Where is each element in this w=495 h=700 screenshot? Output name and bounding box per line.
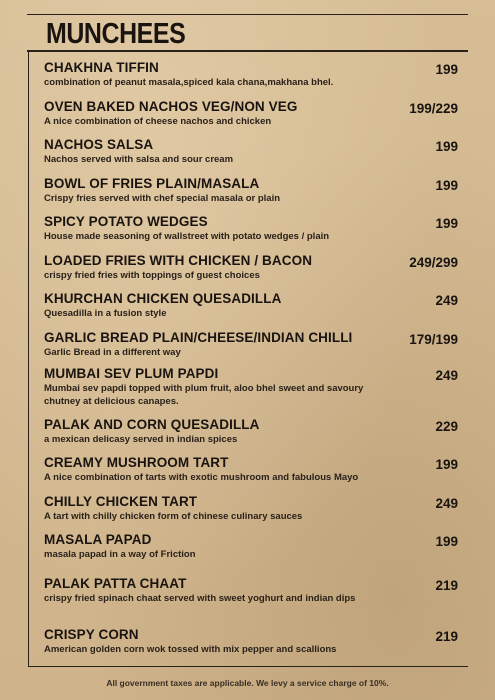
- item-price: 219: [435, 578, 458, 593]
- item-description: crispy fried fries with toppings of guest choices: [44, 269, 260, 281]
- item-description: Mumbai sev papdi topped with plum fruit, aloo bhel sweet and savoury chutney at delicious canapes.: [44, 382, 364, 407]
- item-description: a mexican delicasy served in indian spices: [44, 433, 238, 445]
- item-name: PALAK PATTA CHAAT: [44, 576, 187, 591]
- item-name: GARLIC BREAD PLAIN/CHEESE/INDIAN CHILLI: [44, 329, 353, 345]
- menu-item: [44, 60, 460, 99]
- item-name: CREAMY MUSHROOM TART: [44, 455, 229, 470]
- menu-item: [44, 494, 460, 533]
- item-description: Nachos served with salsa and sour cream: [44, 154, 234, 165]
- item-description: House made seasoning of wallstreet with potato wedges / plain: [44, 231, 330, 242]
- item-name: CHAKHNA TIFFIN: [44, 60, 159, 75]
- menu-item: [44, 417, 460, 456]
- tax-footer-note: All government taxes are applicable. We levy a service charge of 10%.: [106, 678, 389, 688]
- item-price: 249: [435, 495, 458, 511]
- item-description: Quesadilla in a fusion style: [44, 308, 167, 319]
- item-price: 199: [435, 139, 458, 154]
- item-name: SPICY POTATO WEDGES: [44, 214, 208, 229]
- item-description: crispy fried spinach chaat served with sweet yoghurt and indian dips: [44, 593, 356, 604]
- item-name: MASALA PAPAD: [44, 532, 152, 547]
- item-description: masala papad in a way of Friction: [44, 549, 196, 560]
- item-name: NACHOS SALSA: [44, 137, 154, 152]
- item-name: LOADED FRIES WITH CHICKEN / BACON: [44, 252, 313, 268]
- menu-item: [44, 291, 460, 330]
- item-price: 219: [435, 629, 458, 644]
- item-price: 249: [435, 293, 458, 308]
- menu-item: [44, 330, 460, 366]
- item-description: A tart with chilly chicken form of chinese culinary sauces: [44, 510, 303, 522]
- item-price: 179/199: [409, 331, 458, 347]
- menu-item: [44, 627, 460, 661]
- item-price: 249: [435, 367, 458, 383]
- item-price: 199: [435, 534, 458, 549]
- menu-item: [44, 214, 460, 253]
- menu-item: [44, 99, 460, 138]
- item-price: 199: [435, 177, 458, 193]
- item-name: CRISPY CORN: [44, 627, 139, 642]
- item-name: KHURCHAN CHICKEN QUESADILLA: [44, 291, 282, 306]
- menu-item: [44, 253, 460, 292]
- item-description: A nice combination of tarts with exotic mushroom and fabulous Mayo: [44, 472, 359, 483]
- item-price: 199: [435, 457, 458, 472]
- item-price: 249/299: [409, 254, 458, 270]
- item-name: OVEN BAKED NACHOS VEG/NON VEG: [44, 98, 298, 114]
- item-price: 199/229: [409, 100, 458, 116]
- item-price: 199: [435, 62, 458, 77]
- menu-item: [44, 532, 460, 576]
- menu-item: [44, 576, 460, 627]
- left-border-rule: [28, 50, 29, 667]
- menu-item: [44, 137, 460, 176]
- item-description: combination of peanut masala,spiced kala chana,makhana bhel.: [44, 77, 334, 88]
- item-name: CHILLY CHICKEN TART: [44, 493, 198, 509]
- menu-item: [44, 455, 460, 494]
- item-name: PALAK AND CORN QUESADILLA: [44, 416, 260, 432]
- menu-item: [44, 366, 460, 417]
- item-price: 199: [435, 216, 458, 231]
- item-description: Crispy fries served with chef special masala or plain: [44, 192, 281, 204]
- title-bottom-rule: [27, 50, 468, 52]
- title-top-rule: [27, 14, 468, 15]
- menu-items-list: [44, 60, 460, 661]
- item-name: BOWL OF FRIES PLAIN/MASALA: [44, 175, 260, 191]
- item-name: MUMBAI SEV PLUM PAPDI: [44, 365, 219, 381]
- item-description: American golden corn wok tossed with mix pepper and scallions: [44, 644, 337, 655]
- item-price: 229: [435, 418, 458, 434]
- menu-item: [44, 176, 460, 215]
- bottom-border-rule: [28, 666, 468, 667]
- section-title: MUNCHEES: [46, 18, 186, 50]
- item-description: Garlic Bread in a different way: [44, 346, 181, 358]
- item-description: A nice combination of cheese nachos and chicken: [44, 115, 272, 127]
